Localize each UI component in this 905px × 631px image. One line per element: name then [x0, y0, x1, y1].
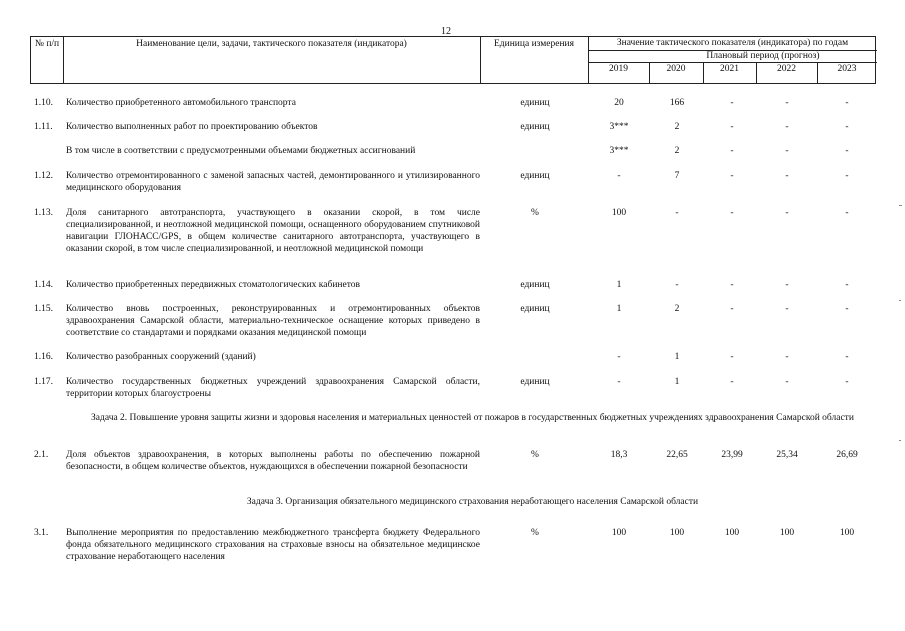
value-2022: -: [785, 377, 789, 387]
value-2021: -: [730, 352, 734, 362]
header-year-2020: 2020: [666, 64, 686, 74]
value-2022: -: [785, 304, 789, 314]
scan-mark: [899, 300, 901, 301]
value-2019: -: [617, 352, 621, 362]
value-2022: -: [785, 171, 789, 181]
value-2022: -: [785, 352, 789, 362]
value-2021: -: [730, 280, 734, 290]
value-2020: 1: [674, 377, 680, 387]
value-2023: -: [845, 280, 849, 290]
row-number: 2.1.: [34, 450, 49, 460]
header-year-2021: 2021: [720, 64, 739, 74]
scan-mark: [899, 205, 902, 206]
value-2021: 100: [724, 528, 740, 538]
row-number: 1.12.: [34, 171, 53, 181]
value-2019: 3***: [609, 146, 629, 156]
row-name: Количество выполненных работ по проектированию объектов: [66, 122, 318, 132]
value-2022: -: [785, 280, 789, 290]
row-unit: единиц: [520, 171, 550, 181]
value-2023: -: [845, 98, 849, 108]
value-2023: -: [845, 304, 849, 314]
value-2020: -: [675, 280, 679, 290]
header-year-2023: 2023: [837, 64, 857, 74]
row-unit: %: [531, 528, 539, 538]
row-name: Количество приобретенных передвижных стоматологических кабинетов: [66, 280, 360, 290]
value-2019: -: [617, 171, 621, 181]
value-2023: -: [845, 146, 849, 156]
value-2020: 2: [674, 146, 680, 156]
row-number: 1.17.: [34, 377, 53, 387]
value-2021: -: [730, 171, 734, 181]
value-2021: -: [730, 122, 734, 132]
row-unit: единиц: [520, 98, 550, 108]
value-2021: -: [730, 304, 734, 314]
row-name: Количество приобретенного автомобильного транспорта: [66, 98, 296, 108]
row-unit: единиц: [520, 304, 550, 314]
value-2020: 7: [674, 171, 680, 181]
page-number: 12: [441, 26, 451, 37]
value-2019: 100: [611, 208, 627, 218]
value-2021: -: [730, 377, 734, 387]
header-values: Значение тактического показателя (индикатора) по годам: [616, 38, 849, 48]
value-2020: -: [675, 208, 679, 218]
value-2023: 100: [839, 528, 855, 538]
value-2019: 100: [611, 528, 627, 538]
value-2020: 22,65: [666, 450, 688, 460]
row-name: В том числе в соответствии с предусмотренными объемами бюджетных ассигнований: [66, 146, 416, 156]
task-2-heading: Задача 2. Повышение уровня защиты жизни и здоровья населения и материальных ценностей от пожаров в государственных бюджетных учреждениях здравоохранения Самарской области: [91, 413, 854, 423]
value-2020: 166: [669, 98, 685, 108]
value-2019: 1: [616, 304, 622, 314]
table-header: [30, 36, 876, 84]
row-unit: %: [531, 208, 539, 218]
row-unit: единиц: [520, 377, 550, 387]
value-2022: -: [785, 208, 789, 218]
value-2020: 2: [674, 122, 680, 132]
value-2023: -: [845, 208, 849, 218]
header-plan: Плановый период (прогноз): [706, 51, 820, 61]
value-2021: -: [730, 208, 734, 218]
value-2023: -: [845, 122, 849, 132]
value-2023: -: [845, 377, 849, 387]
row-unit: %: [531, 450, 539, 460]
row-number: 1.11.: [34, 122, 53, 132]
row-number: 1.16.: [34, 352, 53, 362]
row-number: 1.14.: [34, 280, 53, 290]
row-name: Доля санитарного автотранспорта, участвующего в оказании скорой, в том числе специализированной, и неотложной медицинской помощи, оснащенного оборудованием спутниковой навигации ГЛОНАСС/GPS, в общем количестве санитарного автотранспорта, участвующего в оказании скорой, в том числе специализированной, и неотложной медицинской помощи: [66, 208, 480, 254]
row-name: Количество отремонтированного с заменой запасных частей, демонтированного и утилизированного медицинского оборудования: [66, 171, 480, 193]
row-number: 1.13.: [34, 208, 53, 218]
row-name: Количество государственных бюджетных учреждений здравоохранения Самарской области, территории которых благоустроены: [66, 377, 480, 399]
header-num: № п/п: [34, 39, 60, 49]
header-name: Наименование цели, задачи, тактического показателя (индикатора): [136, 39, 407, 49]
row-number: 1.10.: [34, 98, 53, 108]
value-2022: -: [785, 146, 789, 156]
header-year-2019: 2019: [609, 64, 628, 74]
value-2021: 23,99: [721, 450, 743, 460]
row-unit: единиц: [520, 122, 550, 132]
value-2022: -: [785, 122, 789, 132]
value-2019: 20: [614, 98, 624, 108]
row-number: 1.15.: [34, 304, 53, 314]
value-2019: 1: [616, 280, 622, 290]
row-name: Доля объектов здравоохранения, в которых выполнены работы по обеспечению пожарной безопасности, в общем количестве объектов, нуждающихся в обеспечении пожарной безопасности: [66, 450, 480, 472]
value-2020: 2: [674, 304, 680, 314]
row-unit: единиц: [520, 280, 550, 290]
header-unit: Единица измерения: [494, 39, 574, 49]
scan-mark: [899, 440, 901, 441]
header-year-2022: 2022: [777, 64, 796, 74]
value-2020: 1: [674, 352, 680, 362]
value-2019: -: [617, 377, 621, 387]
row-number: 3.1.: [34, 528, 49, 538]
value-2021: -: [730, 98, 734, 108]
task-3-heading: Задача 3. Организация обязательного медицинского страхования неработающего населения Самарской области: [246, 497, 699, 507]
value-2021: -: [730, 146, 734, 156]
row-name: Выполнение мероприятия по предоставлению межбюджетного трансферта бюджету Федерального фонда обязательного медицинского страхования на страховые взносы на обязательное медицинское страхование неработающего населения: [66, 528, 480, 562]
row-name: Количество разобранных сооружений (зданий): [66, 352, 256, 362]
value-2022: -: [785, 98, 789, 108]
value-2019: 18,3: [610, 450, 628, 460]
value-2022: 100: [779, 528, 795, 538]
row-name: Количество вновь построенных, реконструированных и отремонтированных объектов здравоохранения Самарской области, материально-техническое оснащение которых приведено в соответствие со стандартами и порядками оказания медицинской помощи: [66, 304, 480, 338]
value-2023: 26,69: [836, 450, 858, 460]
value-2023: -: [845, 171, 849, 181]
value-2022: 25,34: [776, 450, 798, 460]
value-2019: 3***: [609, 122, 629, 132]
value-2020: 100: [669, 528, 685, 538]
value-2023: -: [845, 352, 849, 362]
